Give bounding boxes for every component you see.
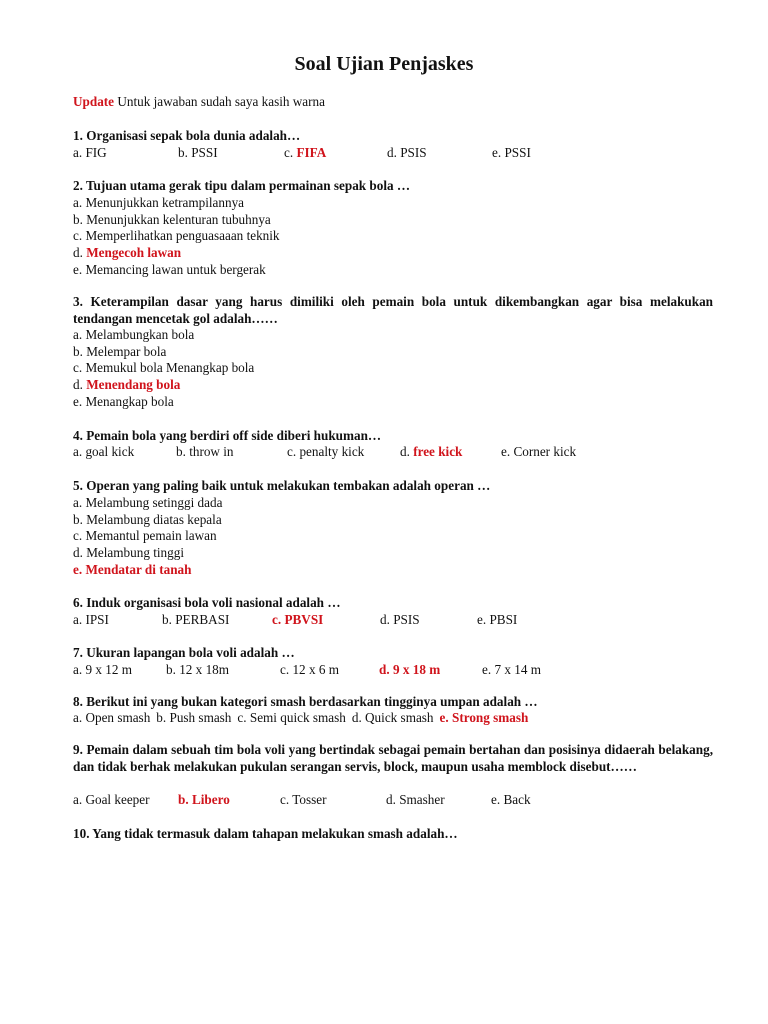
update-label: Update — [73, 94, 115, 109]
option-label: d. — [73, 545, 83, 561]
option-label: d. — [386, 792, 396, 807]
option-label: b. — [176, 444, 186, 459]
question-10 — [73, 826, 458, 843]
option-b — [73, 512, 222, 529]
option-d — [73, 245, 181, 262]
option-label: e. — [439, 710, 449, 725]
question-4 — [73, 428, 381, 445]
option-text: PSIS — [393, 612, 420, 627]
question-text: Keterampilan dasar yang harus dimiliki oleh pemain bola untuk dikembangkan agar bisa melakukan tendangan mencetak gol adalah…… — [73, 294, 714, 326]
option-a — [73, 145, 107, 162]
option-a — [73, 495, 222, 512]
option-label: c. — [272, 612, 282, 627]
option-text: Melambung diatas kepala — [86, 511, 222, 527]
option-label: e. — [482, 662, 492, 677]
option-text: 9 x 12 m — [85, 662, 132, 677]
question-number: 6. — [73, 595, 83, 610]
option-text: PERBASI — [175, 612, 230, 627]
option-label: c. — [284, 145, 294, 160]
option-b — [73, 212, 271, 229]
option-text: Back — [503, 792, 531, 807]
question-number: 1. — [73, 128, 83, 143]
option-label: d. — [400, 444, 410, 459]
option-d — [73, 377, 180, 394]
question-number: 10. — [73, 826, 90, 841]
option-b — [178, 792, 230, 809]
option-text: Memperlihatkan penguasaaan teknik — [85, 228, 280, 244]
option-label: a. — [73, 612, 83, 627]
option-e — [440, 710, 529, 725]
option-label: e. — [73, 393, 83, 409]
question-3 — [73, 294, 713, 327]
option-text: Libero — [191, 792, 230, 807]
option-text: Corner kick — [513, 444, 577, 459]
option-text: throw in — [189, 444, 234, 459]
question-6 — [73, 595, 341, 612]
option-c — [287, 444, 364, 461]
option-b — [166, 662, 229, 679]
question-7 — [73, 645, 295, 662]
option-a — [73, 612, 109, 629]
option-text: 12 x 18m — [179, 662, 230, 677]
option-text: PSIS — [400, 145, 427, 160]
option-e — [491, 792, 531, 809]
option-text: 7 x 14 m — [494, 662, 541, 677]
option-label: b. — [162, 612, 172, 627]
question-text: Pemain bola yang berdiri off side diberi hukuman… — [86, 428, 382, 443]
option-label: a. — [73, 495, 83, 510]
option-b — [162, 612, 229, 629]
option-text: Melambung setinggi dada — [85, 495, 223, 510]
option-c — [73, 360, 254, 377]
option-label: a. — [73, 710, 83, 725]
question-number: 8. — [73, 694, 83, 709]
update-text: Untuk jawaban sudah saya kasih warna — [117, 94, 325, 109]
option-text: Melambung tinggi — [86, 545, 184, 561]
option-text: 9 x 18 m — [392, 662, 441, 677]
option-b — [176, 444, 234, 461]
option-text: Open smash — [85, 710, 151, 725]
option-label: c. — [287, 444, 297, 459]
option-text: Menunjukkan kelenturan tubuhnya — [86, 211, 271, 227]
option-text: Mengecoh lawan — [86, 245, 182, 261]
option-text: Memukul bola Menangkap bola — [85, 360, 255, 376]
option-label: a. — [73, 792, 83, 807]
question-text: Pemain dalam sebuah tim bola voli yang bertindak sebagai pemain bertahan dan posisinya didaerah belakang, dan tidak berhak melakukan pukulan serangan servis, block, maupun usaha memblock disebut…… — [73, 742, 714, 774]
option-label: b. — [73, 511, 83, 527]
option-label: c. — [280, 662, 290, 677]
option-d — [386, 792, 445, 809]
option-text: Menunjukkan ketrampilannya — [85, 195, 245, 210]
option-label: c. — [73, 360, 83, 376]
option-label: e. — [492, 145, 502, 160]
option-text: PBSI — [489, 612, 518, 627]
option-text: Mendatar di tanah — [85, 561, 192, 577]
option-label: c. — [280, 792, 290, 807]
page-title: Soal Ujian Penjaskes — [294, 53, 474, 75]
option-text: FIFA — [296, 145, 327, 160]
option-text: Goal keeper — [85, 792, 150, 807]
option-d — [400, 444, 462, 461]
option-a — [73, 327, 194, 344]
option-label: a. — [73, 145, 83, 160]
option-text: IPSI — [85, 612, 109, 627]
option-label: b. — [178, 145, 188, 160]
update-note — [73, 94, 325, 110]
option-label: e. — [491, 792, 501, 807]
option-label: a. — [73, 662, 83, 677]
option-label: d. — [379, 662, 390, 677]
question-number: 9. — [73, 742, 83, 757]
question-text: Organisasi sepak bola dunia adalah… — [86, 128, 301, 143]
question-text: Tujuan utama gerak tipu dalam permainan sepak bola … — [85, 178, 411, 193]
option-a — [73, 662, 132, 679]
option-e — [73, 262, 266, 279]
option-text: Semi quick smash — [249, 710, 346, 725]
question-1 — [73, 128, 300, 145]
option-c — [280, 662, 339, 679]
option-label: d. — [73, 245, 83, 261]
option-label: c. — [73, 528, 83, 544]
option-a — [73, 710, 150, 725]
options-row — [73, 710, 534, 727]
option-e — [73, 562, 191, 579]
option-label: d. — [387, 145, 397, 160]
option-label: a. — [73, 444, 83, 459]
option-text: PBVSI — [284, 612, 324, 627]
option-text: Menendang bola — [86, 377, 181, 393]
question-2 — [73, 178, 410, 195]
question-number: 3. — [73, 294, 83, 309]
option-text: Memancing lawan untuk bergerak — [85, 261, 266, 277]
option-d — [387, 145, 427, 162]
option-label: d. — [351, 710, 362, 725]
option-b — [178, 145, 218, 162]
option-label: c. — [237, 710, 247, 725]
option-c — [272, 612, 323, 629]
option-text: PSSI — [504, 145, 531, 160]
option-text: Melempar bola — [86, 343, 167, 359]
option-text: Tosser — [292, 792, 327, 807]
option-text: Memantul pemain lawan — [85, 528, 217, 544]
option-d — [379, 662, 440, 679]
question-text: Yang tidak termasuk dalam tahapan melakukan smash adalah… — [92, 826, 458, 841]
option-a — [73, 444, 134, 461]
option-label: e. — [501, 444, 511, 459]
option-text: Push smash — [169, 710, 232, 725]
option-c — [280, 792, 326, 809]
option-label: b. — [178, 792, 189, 807]
option-text: Strong smash — [451, 710, 529, 725]
question-9 — [73, 742, 713, 775]
option-text: free kick — [413, 444, 463, 459]
option-label: e. — [73, 561, 83, 577]
question-number: 2. — [73, 178, 83, 193]
option-d — [380, 612, 420, 629]
option-label: b. — [73, 211, 83, 227]
option-c — [284, 145, 326, 162]
option-label: c. — [73, 228, 83, 244]
option-label: e. — [73, 261, 83, 277]
question-text: Berikut ini yang bukan kategori smash berdasarkan tingginya umpan adalah … — [86, 694, 538, 709]
option-text: 12 x 6 m — [292, 662, 339, 677]
option-text: goal kick — [85, 444, 135, 459]
option-text: Smasher — [399, 792, 445, 807]
option-label: e. — [477, 612, 487, 627]
option-d — [352, 710, 434, 725]
question-number: 7. — [73, 645, 83, 660]
question-number: 4. — [73, 428, 83, 443]
option-text: penalty kick — [299, 444, 365, 459]
option-a — [73, 195, 244, 212]
option-d — [73, 545, 184, 562]
option-e — [492, 145, 531, 162]
question-number: 5. — [73, 478, 83, 493]
option-label: a. — [73, 195, 83, 210]
option-label: b. — [156, 710, 167, 725]
question-8 — [73, 694, 538, 711]
option-c — [73, 228, 280, 245]
question-text: Operan yang paling baik untuk melakukan tembakan adalah operan … — [86, 478, 491, 493]
option-c — [73, 528, 217, 545]
option-text: Melambungkan bola — [85, 327, 195, 342]
option-label: b. — [166, 662, 176, 677]
option-e — [501, 444, 576, 461]
question-text: Ukuran lapangan bola voli adalah … — [86, 645, 295, 660]
option-text: Menangkap bola — [85, 393, 174, 409]
option-a — [73, 792, 150, 809]
option-label: b. — [73, 343, 83, 359]
option-e — [477, 612, 517, 629]
option-e — [73, 394, 174, 411]
option-b — [156, 710, 231, 725]
option-text: FIG — [85, 145, 107, 160]
option-label: d. — [73, 377, 83, 393]
option-label: d. — [380, 612, 390, 627]
option-b — [73, 344, 166, 361]
option-label: a. — [73, 327, 83, 342]
option-e — [482, 662, 541, 679]
option-text: PSSI — [191, 145, 218, 160]
question-text: Induk organisasi bola voli nasional adalah … — [86, 595, 341, 610]
option-c — [237, 710, 345, 725]
question-5 — [73, 478, 490, 495]
option-text: Quick smash — [365, 710, 434, 725]
